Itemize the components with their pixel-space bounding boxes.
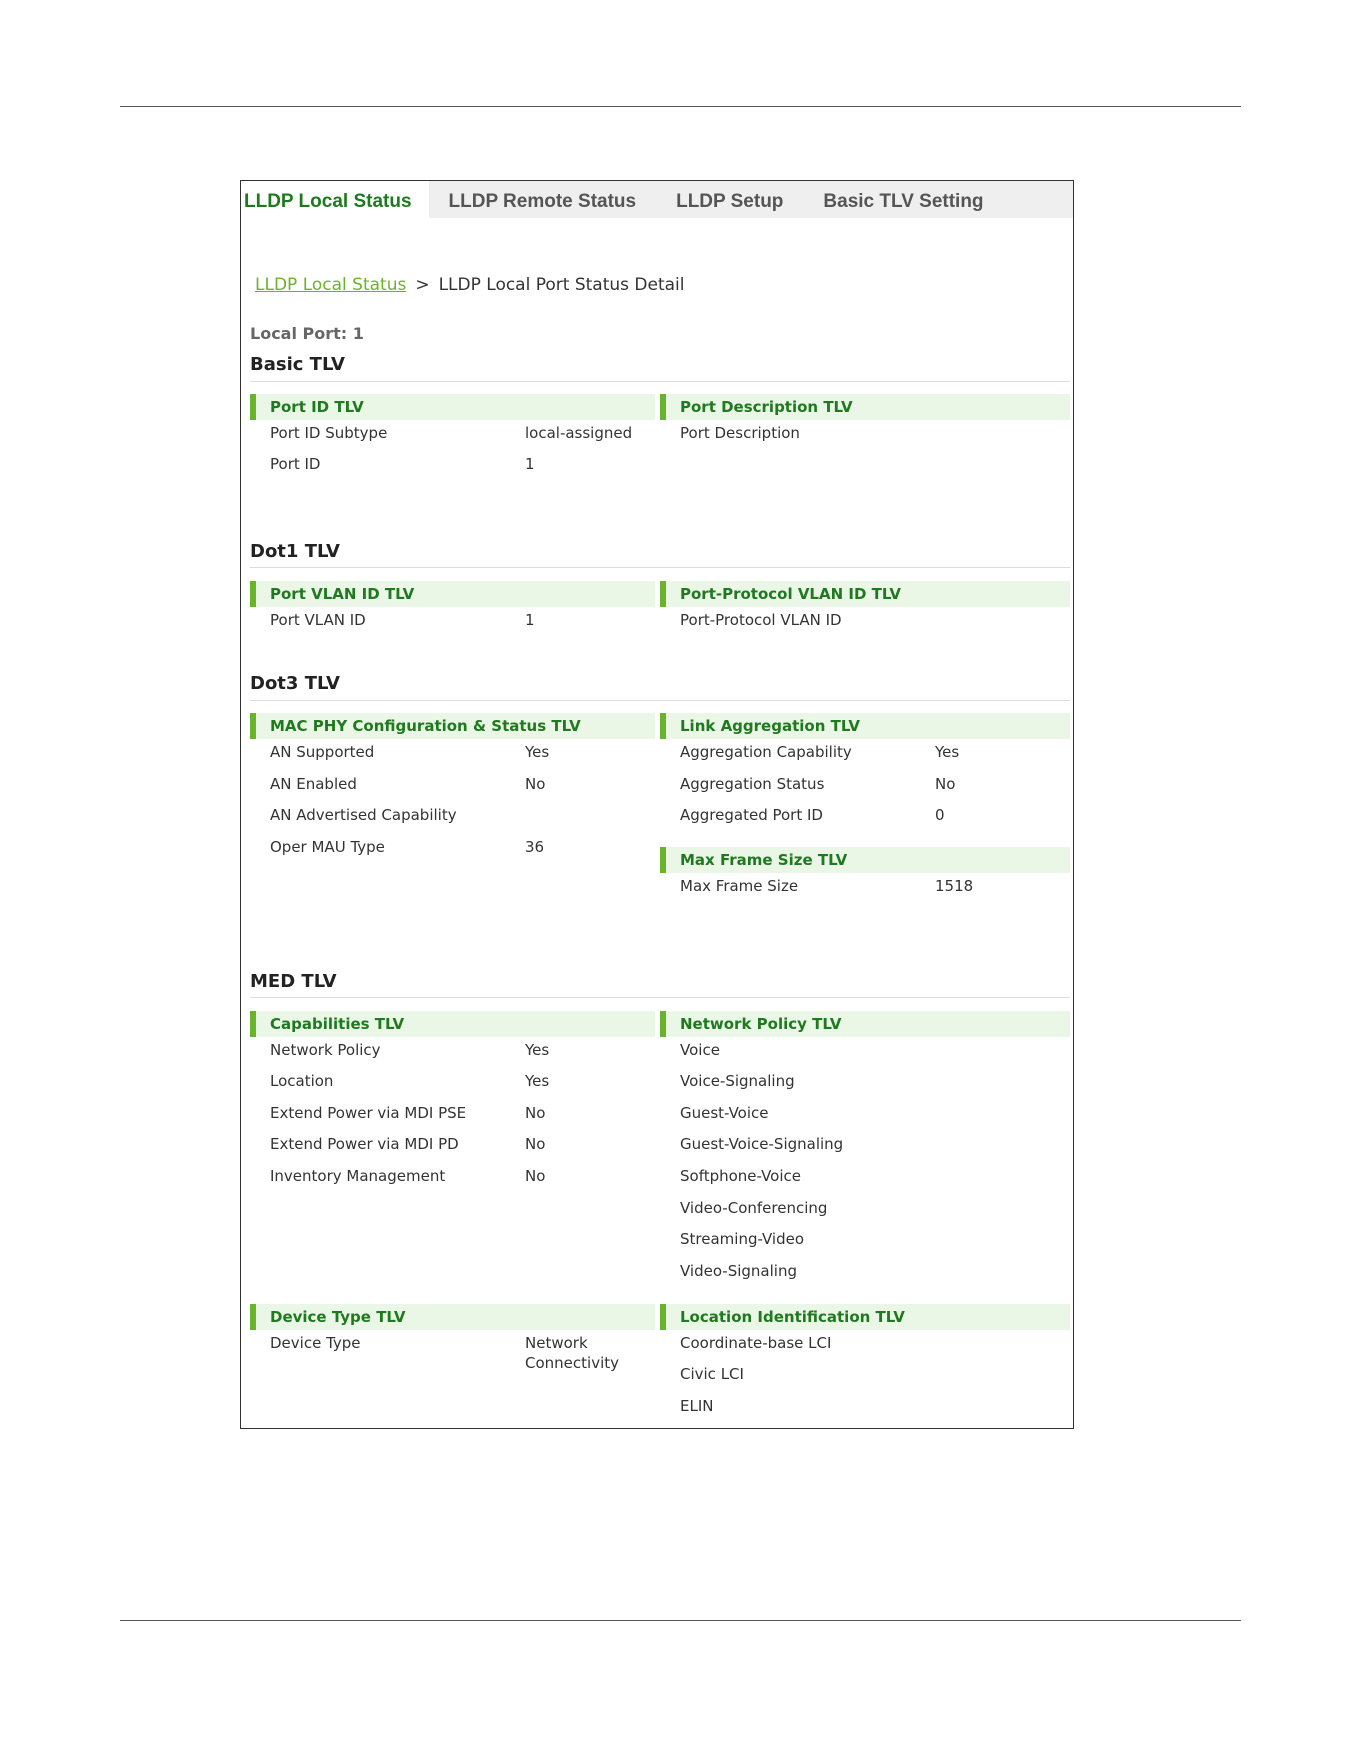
label-an-supported: AN Supported bbox=[270, 743, 375, 761]
detail-content bbox=[241, 218, 1073, 1428]
label-streaming-video: Streaming-Video bbox=[680, 1230, 805, 1248]
label-an-enabled: AN Enabled bbox=[270, 775, 357, 793]
group-max-frame-size-tlv: Max Frame Size TLV bbox=[660, 847, 1070, 873]
label-coordinate-base-lci: Coordinate-base LCI bbox=[680, 1334, 832, 1352]
label-inventory-management: Inventory Management bbox=[270, 1167, 446, 1185]
label-elin: ELIN bbox=[680, 1397, 714, 1415]
label-aggregation-capability: Aggregation Capability bbox=[680, 743, 852, 761]
value-max-frame-size: 1518 bbox=[935, 877, 974, 895]
label-softphone-voice: Softphone-Voice bbox=[680, 1167, 801, 1185]
label-port-id-subtype: Port ID Subtype bbox=[270, 424, 388, 442]
group-mac-phy-tlv: MAC PHY Configuration & Status TLV bbox=[250, 713, 655, 739]
section-title-dot1-tlv: Dot1 TLV bbox=[250, 541, 340, 562]
page-footer-rule bbox=[120, 1620, 1241, 1621]
lldp-panel bbox=[240, 180, 1074, 1429]
label-port-description: Port Description bbox=[680, 424, 800, 442]
value-extend-power-mdi-pd: No bbox=[525, 1135, 546, 1153]
label-port-id: Port ID bbox=[270, 455, 321, 473]
section-divider bbox=[250, 700, 1070, 701]
section-title-med-tlv: MED TLV bbox=[250, 971, 337, 992]
label-port-protocol-vlan-id: Port-Protocol VLAN ID bbox=[680, 611, 842, 629]
group-link-aggregation-tlv: Link Aggregation TLV bbox=[660, 713, 1070, 739]
label-device-type: Device Type bbox=[270, 1334, 361, 1352]
group-capabilities-tlv: Capabilities TLV bbox=[250, 1011, 655, 1037]
page-header-rule bbox=[120, 106, 1241, 107]
group-port-vlan-id-tlv: Port VLAN ID TLV bbox=[250, 581, 655, 607]
label-max-frame-size: Max Frame Size bbox=[680, 877, 799, 895]
value-an-supported: Yes bbox=[525, 743, 550, 761]
value-port-vlan-id: 1 bbox=[525, 611, 535, 629]
label-extend-power-mdi-pse: Extend Power via MDI PSE bbox=[270, 1104, 467, 1122]
section-title-basic-tlv: Basic TLV bbox=[250, 354, 345, 375]
label-voice-signaling: Voice-Signaling bbox=[680, 1072, 795, 1090]
tab-lldp-remote-status[interactable]: LLDP Remote Status bbox=[448, 191, 637, 212]
label-oper-mau-type: Oper MAU Type bbox=[270, 838, 385, 856]
tab-bar bbox=[241, 181, 1073, 218]
value-port-id: 1 bbox=[525, 455, 535, 473]
group-port-description-tlv: Port Description TLV bbox=[660, 394, 1070, 420]
label-location: Location bbox=[270, 1072, 334, 1090]
label-network-policy: Network Policy bbox=[270, 1041, 381, 1059]
tab-lldp-setup[interactable]: LLDP Setup bbox=[676, 191, 784, 212]
label-video-signaling: Video-Signaling bbox=[680, 1262, 797, 1280]
local-port-label: Local Port: 1 bbox=[250, 324, 364, 343]
value-aggregated-port-id: 0 bbox=[935, 806, 945, 824]
label-extend-power-mdi-pd: Extend Power via MDI PD bbox=[270, 1135, 459, 1153]
label-port-vlan-id: Port VLAN ID bbox=[270, 611, 366, 629]
value-extend-power-mdi-pse: No bbox=[525, 1104, 546, 1122]
tab-basic-tlv-setting[interactable]: Basic TLV Setting bbox=[823, 191, 984, 212]
group-port-id-tlv: Port ID TLV bbox=[250, 394, 655, 420]
label-voice: Voice bbox=[680, 1041, 720, 1059]
group-location-identification-tlv: Location Identification TLV bbox=[660, 1304, 1070, 1330]
breadcrumb-current: LLDP Local Port Status Detail bbox=[438, 275, 685, 295]
value-an-enabled: No bbox=[525, 775, 546, 793]
value-aggregation-status: No bbox=[935, 775, 956, 793]
breadcrumb bbox=[255, 275, 685, 295]
breadcrumb-link-lldp-local-status[interactable]: LLDP Local Status bbox=[255, 275, 407, 295]
value-location: Yes bbox=[525, 1072, 550, 1090]
group-device-type-tlv: Device Type TLV bbox=[250, 1304, 655, 1330]
label-video-conferencing: Video-Conferencing bbox=[680, 1199, 828, 1217]
value-inventory-management: No bbox=[525, 1167, 546, 1185]
label-aggregation-status: Aggregation Status bbox=[680, 775, 825, 793]
label-an-advertised-capability: AN Advertised Capability bbox=[270, 806, 457, 824]
value-aggregation-capability: Yes bbox=[935, 743, 960, 761]
section-divider bbox=[250, 567, 1070, 568]
label-aggregated-port-id: Aggregated Port ID bbox=[680, 806, 823, 824]
tab-lldp-local-status[interactable]: LLDP Local Status bbox=[241, 181, 429, 218]
value-port-id-subtype: local-assigned bbox=[525, 424, 633, 442]
value-oper-mau-type: 36 bbox=[525, 838, 545, 856]
section-divider bbox=[250, 997, 1070, 998]
section-title-dot3-tlv: Dot3 TLV bbox=[250, 673, 340, 694]
label-guest-voice: Guest-Voice bbox=[680, 1104, 769, 1122]
group-port-protocol-vlan-id-tlv: Port-Protocol VLAN ID TLV bbox=[660, 581, 1070, 607]
label-civic-lci: Civic LCI bbox=[680, 1365, 744, 1383]
value-network-policy: Yes bbox=[525, 1041, 550, 1059]
label-guest-voice-signaling: Guest-Voice-Signaling bbox=[680, 1135, 844, 1153]
value-device-type: Network Connectivity bbox=[525, 1334, 619, 1372]
group-network-policy-tlv: Network Policy TLV bbox=[660, 1011, 1070, 1037]
section-divider bbox=[250, 381, 1070, 382]
breadcrumb-separator: > bbox=[415, 275, 430, 295]
